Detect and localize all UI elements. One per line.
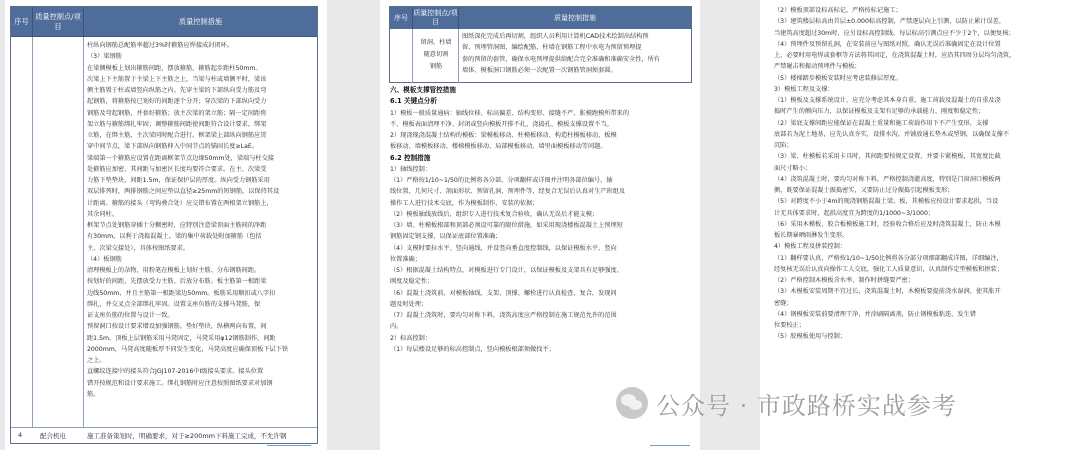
text-line: 边线50mm，并且主筋第一根距梁边50mm。板筋采用顺扣或八字扣	[87, 289, 276, 297]
index-column	[11, 37, 33, 427]
text-line: （7）混凝土浇筑时，要均匀对称下料，浇筑高度应严格控制在施工规范允许的范围	[390, 312, 617, 319]
text-line: 底部若为泥土地基，应先认真夯实，设排水沟，并铺放通长垫木或型钢，以确保支撑不	[774, 130, 1010, 138]
text-line: （4）预埋件及预留孔洞，在安装前应与图纸对照，确认无误后准确固定在设计位置	[774, 40, 1001, 48]
header-measures: 质量控制措施	[178, 17, 223, 26]
text-line: 架立筋与箍筋绑扎牢固；调整箍筋间距使间距符合设计要求，绑架	[87, 120, 267, 128]
text-line: 位置准确；	[390, 255, 421, 263]
text-line: 2000mm，马凳高度随板厚不同发生变化，马凳高度应确保顶板下层下铁	[87, 345, 289, 353]
control-point-label: 留洞、柱墙	[420, 39, 452, 46]
text-line: 上，必要时用电焊或套框等方法将其固定，在浇筑混凝土时，应沿其四周分层均匀浇筑，	[774, 52, 1016, 59]
text-line: 计无具体要求时，起拱高度宜为跨度的1/1000~3/1000；	[774, 209, 935, 217]
document-page-3	[760, 0, 1080, 450]
page-bottom-rule	[267, 445, 311, 446]
text-line: 预留洞口按设计要求增设加强钢筋。垫好垫块，纵横两向布置，间	[87, 323, 267, 331]
text-line: （5）根据混凝土结构特点，对模板进行专门设计，以保证模板及支架具有足够强度、	[390, 267, 623, 274]
text-line: 钢筋及弯起钢筋，并套好箍筋；放主次梁的架立筋；隔一定间距将	[87, 109, 267, 117]
text-line: 按划好的间距，先摆放受力主筋、后放分布筋。板主筋第一根距梁	[87, 278, 267, 286]
text-line: 套的预留的套管，确保水电预埋提供给配合完全准确和准确安全性，所有	[462, 55, 660, 63]
header-index: 序号	[390, 7, 413, 29]
text-line: 严禁碰击和振动预埋件与模板；	[774, 63, 861, 71]
document-page-1	[5, 0, 327, 450]
text-line: 2）现浇现浇混凝土结构的模板：梁模板移动、柱模板移动、构造柱模板移动、板模	[390, 132, 617, 139]
header-control-point: 质量控制点/项目	[33, 7, 84, 37]
row-index: 4	[18, 431, 23, 439]
text-line: （1）翻样要认真，严格按1/10~1/50比例将各分部分项细部翻成详图，详细编注，	[774, 254, 1003, 262]
text-line: （4）钢模板安装前要清理干净，并涂刷隔离剂，防止钢模板粘连，发生错	[774, 310, 976, 318]
text-line: 钢筋固定钢支撑，以保证底部位置准确；	[390, 233, 502, 241]
formwork-measures-text	[774, 5, 1074, 343]
text-line: 柱纵向钢筋总配筋率超过3%时箍筋应焊接成封闭环。	[87, 42, 233, 49]
text-line: （5）胶模板使用与控制；	[774, 333, 846, 341]
text-line: 六、模板支撑管控措施	[390, 86, 456, 94]
text-line: （1）每层楼设足够的标高控制点，竖向模板根部须做找平；	[390, 345, 555, 353]
table-header	[390, 7, 691, 29]
row-item: 配合机电	[40, 432, 66, 440]
header-measures: 质量控制措施	[554, 13, 596, 22]
text-line: 距1.5m。顶板上层钢筋采用马凳固定，马凳采用φ12钢筋制作，间距	[87, 334, 276, 342]
text-line: 在梁侧模板上划出箍筋间距，摆放箍筋，箍筋起步距柱50mm。	[87, 64, 262, 72]
row-text: 施工准备策划时，明确要求，对于≥200mm下料施工完成，不允许钢	[87, 432, 287, 440]
text-line: （6）混凝土浇筑前，对模板轴线、支架、顶撑、螺栓进行认真检查、复合，发现问	[390, 289, 617, 297]
text-line: 板移动、墙模板移动、楼梯模板移动、局部模板移动、墙里面模板移动等问题。	[390, 143, 607, 151]
text-line: 1）轴线控制：	[390, 165, 432, 173]
text-line: 直螺纹连接中的接头符合JGJ107-2016中I级接头要求。接头位置	[87, 368, 264, 376]
control-point-column	[33, 37, 84, 427]
text-line: 面尺寸略小；	[774, 164, 812, 172]
table-row	[11, 427, 317, 444]
text-line: 筋。	[87, 390, 100, 398]
text-line: 绑扎，并交叉点全部绑扎牢固。设置支座负筋的支撑马凳筋，保	[87, 300, 261, 308]
text-line: （3）木模板安装周期不宜过长，浇筑混凝土时，木模板要提前浇水湿润，使其胀开	[774, 288, 1001, 296]
text-line: 次梁上下主筋置于主梁上下主筋之上，当梁与柱或墙侧平时，梁该	[87, 75, 267, 83]
watermark-text: 公众号 · 市政路桥实战参考	[656, 391, 957, 420]
text-line: 其余同柱。	[87, 210, 118, 218]
text-line: 双层排列时，两排钢筋之间应垫以直径≥25mm的短钢筋，以保持其设	[87, 188, 280, 196]
index-column	[390, 29, 413, 83]
text-line: （2）梁底支撑间距应能保证在混凝土重量和施工荷载作用下不产生变形，支撑	[774, 119, 989, 127]
quality-control-table-continued	[389, 6, 692, 83]
text-line: （4）浇筑混凝土时，要均匀对称下料，严格控制浇灌高度，特别是门窗洞口模板两	[774, 175, 1001, 183]
text-line: 侧主筋置于柱或墙竖向纵筋之内。先穿主梁的下部纵向受力筋及弯	[87, 87, 267, 94]
text-line: 操作工人进行技术交底，作为模板制作、安装的依据；	[390, 199, 539, 207]
text-line: 题及时处理；	[390, 300, 428, 308]
watermark	[616, 386, 957, 420]
text-line: （6）采用木模板、胶合板模板施工时，经验收合格后应及时浇筑混凝土，防止木模	[774, 220, 1001, 228]
header-control-point: 质量控制点/项目	[413, 7, 459, 29]
text-line: 墙体、模板洞口钢筋必须一次配置一次钢筋管洞须套圆。	[462, 66, 617, 74]
text-line: 密缝；	[774, 299, 793, 307]
text-line: 3）模板工程及支撑：	[774, 85, 834, 93]
text-line: 主、次梁交接处），具体按图纸要求。	[87, 244, 190, 252]
text-line: 2）标高控制：	[390, 334, 432, 342]
quality-control-table	[10, 6, 318, 444]
text-line: 穿中间节点，梁下部纵向钢筋伸入中间节点的锚固长度≥LaE。	[87, 143, 259, 151]
measures-cell	[462, 31, 690, 76]
text-line: （1）模板及支撑系统设计，应充分考虑其本身自重、施工荷载及混凝土的自重及浇	[774, 97, 1001, 104]
text-line: （2）模板轴线放线后，组织专人进行技术复合验收，确认无误后才能支模；	[390, 210, 599, 218]
text-line: 侧，既要保证混凝土振捣密实，又要防止过分振捣引起模板变形；	[774, 187, 954, 194]
text-line: 内。	[390, 323, 403, 331]
text-line: 4）模板工程及拼装控制：	[774, 243, 846, 251]
text-line: 证支座负筋的位置与设计一致。	[87, 312, 174, 319]
control-point-label: 钢筋	[429, 63, 443, 70]
text-line: 线位置、几何尺寸、剖面形状、预留孔洞、预埋件等，经复合无误后认真对生产班组及	[390, 188, 626, 196]
measures-text	[87, 40, 315, 400]
text-line: 处箍筋应加密，其间距与加密区长度均要符合要求。在主、次梁受	[87, 165, 267, 173]
document-page-2	[380, 0, 700, 450]
text-line: （5）对跨度不小于4m的现浇钢筋混凝土梁、板，其模板应按设计要求起拱，当设	[774, 198, 999, 206]
text-line: 沉陷；	[774, 142, 793, 149]
control-point-label: 随意切割	[423, 51, 449, 58]
formwork-section-text	[390, 85, 692, 355]
text-line: 清理模板上的杂物，用粉笔在模板上划好主筋、分布钢筋间距。	[87, 267, 261, 274]
table-header	[11, 7, 317, 37]
text-line: 1）模板一般质量通病：轴线位移、标高偏差、结构变形、接缝不严、胀模跑模所带来的	[390, 109, 630, 117]
text-line: 梁端第一个箍筋应设置在距离框架节点边缘50mm处，梁端与柱交接	[87, 154, 274, 162]
page-bottom-rule	[650, 445, 690, 446]
text-line: （1）严格按1/10~1/50的比例将各分部、分项翻样或详图并注明各部位编号、轴	[390, 177, 613, 184]
text-line: （3）墙、柱模板根部和顶部必须设可靠的限位措施，如采用现浇楼板混凝土上预埋短	[390, 222, 623, 229]
text-line: 框架节点处钢筋穿插十分稠密时，应特别注意梁顶面主筋间的净距	[87, 222, 267, 229]
text-line: 位要校正；	[774, 322, 805, 329]
text-line: （3）梁、柱模板若采用卡具时，其间距要按规定设置，并要卡紧模板，其宽度比截	[774, 153, 1001, 161]
text-line: 力筋下垫垫块，间距1.5m，保证保护层的厚度。纵向受力钢筋采用	[87, 177, 270, 184]
text-line: （4）板钢筋	[87, 255, 122, 263]
text-line: （4）支模时要拉水平、竖向通线，并设竖向垂直度控制线，以保证模板水平、竖向	[390, 244, 617, 252]
text-line: 当建筑高度超过30m时，应另设标高控制线，每层标高引测点应不少于2个，以便复核；	[774, 29, 1015, 37]
text-line: （3）梁钢筋	[87, 53, 122, 61]
wechat-icon	[616, 387, 648, 419]
text-line: 计距离。箍筋的接头（弯钩叠合处）应交错布置在两根架立钢筋上，	[87, 199, 273, 207]
text-line: 有30mm，以利于浇捣混凝土。梁的集中荷载处附加箍筋（包括	[87, 233, 262, 241]
text-line: 经复核无误后认真向操作工人交底，强化工人质量意识，认真制作定型模板和拼装；	[774, 265, 1003, 273]
text-line: 6.1 关键点分析	[390, 97, 437, 106]
text-line: 不、模板表面清理不净、封闭或竖向模板开排不扎、浇捣孔、模板支撑设置不当。	[390, 120, 613, 128]
header-index: 序号	[11, 7, 33, 37]
text-line: （2）模板顶部设标高标记，严格按标记施工；	[774, 7, 902, 14]
text-line: 留、预埋管洞图，编绘配筋，柱墙在钢筋工程中水电为预留预埋提	[462, 44, 642, 52]
text-line: 起钢筋，将箍筋按已划好的间距逐个分开；穿次梁的下部纵向受力	[87, 98, 267, 106]
text-line: 刚度及稳定性；	[390, 278, 434, 286]
text-line: 立筋，在绑主筋，主次梁同时配合进行。框架梁上部纵向钢筋应贯	[87, 132, 267, 139]
text-line: （3）建筑楼层标高由首层±0.000标高控制，严禁逐层向上引测，以防止累计误差，	[774, 18, 1006, 26]
text-line: 捣时产生的侧向压力，以保证模板及支架有足够的承载能力、刚度和稳定性；	[774, 108, 985, 116]
text-line: 6.2 控制措施	[390, 153, 431, 162]
text-line: 图纸深化完成后再切割，组织人员利用计算机CAD技术绘制出结构预	[462, 33, 649, 40]
text-line: （2）严格控制木模板含水率，制作时拼缝要严密；	[774, 277, 915, 284]
text-line: （5）楼梯踏步模板安装时应考虑装修层厚度。	[774, 74, 902, 82]
text-line: 板长期暴晒雨淋发生变形。	[774, 232, 849, 239]
text-line: 之上。	[87, 357, 106, 364]
text-line: 错开按规范和设计要求施工。绑扎钢筋时应注意按照图纸要求对加钢	[87, 379, 273, 387]
control-point-cell	[413, 29, 459, 83]
